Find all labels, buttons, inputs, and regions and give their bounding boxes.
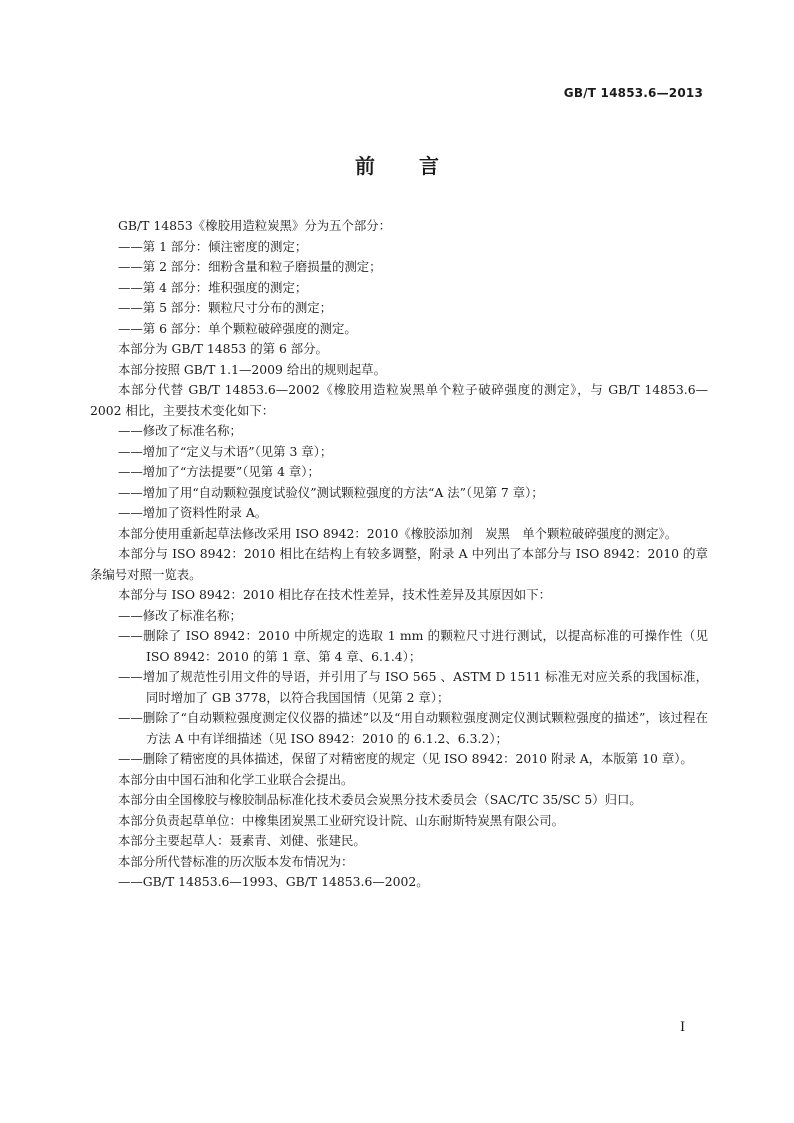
list-item: ——第 5 部分：颗粒尺寸分布的测定；: [118, 300, 333, 315]
paragraph: 本部分与 ISO 8942：2010 相比在结构上有较多调整，附录 A 中列出了本部分与 ISO 8942：2010 的章条编号对照一览表。: [90, 546, 708, 582]
list-item: ——修改了标准名称；: [118, 423, 242, 438]
list-item: ——第 1 部分：倾注密度的测定；: [118, 238, 308, 254]
list-item: ——增加了“定义与术语”（见第 3 章）；: [118, 443, 333, 459]
paragraph: 本部分由中国石油和化学工业联合会提出。: [118, 771, 354, 787]
list-item: ——第 4 部分：堆积强度的测定；: [118, 279, 308, 295]
paragraph: 本部分使用重新起草法修改采用 ISO 8942：2010《橡胶添加剂 炭黑 单个颗粒破碎强度的测定》。: [118, 525, 678, 541]
page-title: 前言: [355, 154, 483, 178]
list-item: ——增加了规范性引用文件的导语，并引用了与 ISO 565 、ASTM D 1511 标准无对应关系的我国标准，同时增加了 GB 3778，以符合我国国情（见第 2 章）；: [118, 669, 708, 705]
paragraph: GB/T 14853《橡胶用造粒炭黑》分为五个部分：: [118, 218, 392, 233]
paragraph: 本部分与 ISO 8942：2010 相比存在技术性差异，技术性差异及其原因如下：: [118, 587, 551, 602]
paragraph: 本部分为 GB/T 14853 的第 6 部分。: [118, 341, 328, 356]
list-item: ——增加了资料性附录 A。: [118, 505, 268, 520]
list-item: ——删除了精密度的具体描述，保留了对精密度的规定（见 ISO 8942：2010 附录 A，本版第 10 章）。: [118, 751, 693, 766]
page-number: I: [680, 1020, 686, 1035]
paragraph: 本部分由全国橡胶与橡胶制品标准化技术委员会炭黑分技术委员会（SAC/TC 35/SC 5）归口。: [118, 792, 642, 807]
list-item: ——删除了“自动颗粒强度测定仪仪器的描述”以及“用自动颗粒强度测定仪测试颗粒强度的描述”，该过程在方法 A 中有详细描述（见 ISO 8942：2010 的 6.1.2、6.3.2）；: [118, 710, 708, 746]
list-item: ——修改了标准名称；: [118, 607, 242, 623]
list-item: ——第 6 部分：单个颗粒破碎强度的测定。: [118, 320, 357, 336]
paragraph: 本部分负责起草单位：中橡集团炭黑工业研究设计院、山东耐斯特炭黑有限公司。: [118, 812, 565, 828]
list-item: ——GB/T 14853.6—1993、GB/T 14853.6—2002。: [118, 874, 429, 889]
standard-code: GB/T 14853.6—2013: [563, 86, 703, 100]
list-item: ——增加了“方法提要”（见第 4 章）；: [118, 464, 320, 479]
list-item: ——删除了 ISO 8942：2010 中所规定的选取 1 mm 的颗粒尺寸进行测试，以提高标准的可操作性（见 ISO 8942：2010 的第 1 章、第 4 章、6.1.4）；: [118, 628, 708, 664]
list-item: ——增加了用“自动颗粒强度试验仪”测试颗粒强度的方法“A 法”（见第 7 章）；: [118, 484, 544, 500]
paragraph: 本部分按照 GB/T 1.1—2009 给出的规则起草。: [118, 361, 386, 377]
paragraph: 本部分代替 GB/T 14853.6—2002《橡胶用造粒炭黑单个粒子破碎强度的测定》，与 GB/T 14853.6—2002 相比，主要技术变化如下：: [90, 382, 708, 418]
list-item: ——第 2 部分：细粉含量和粒子磨损量的测定；: [118, 259, 382, 274]
foreword-body: [90, 216, 708, 893]
paragraph: 本部分主要起草人：聂素青、刘健、张建民。: [118, 833, 366, 848]
paragraph: 本部分所代替标准的历次版本发布情况为：: [118, 853, 354, 869]
